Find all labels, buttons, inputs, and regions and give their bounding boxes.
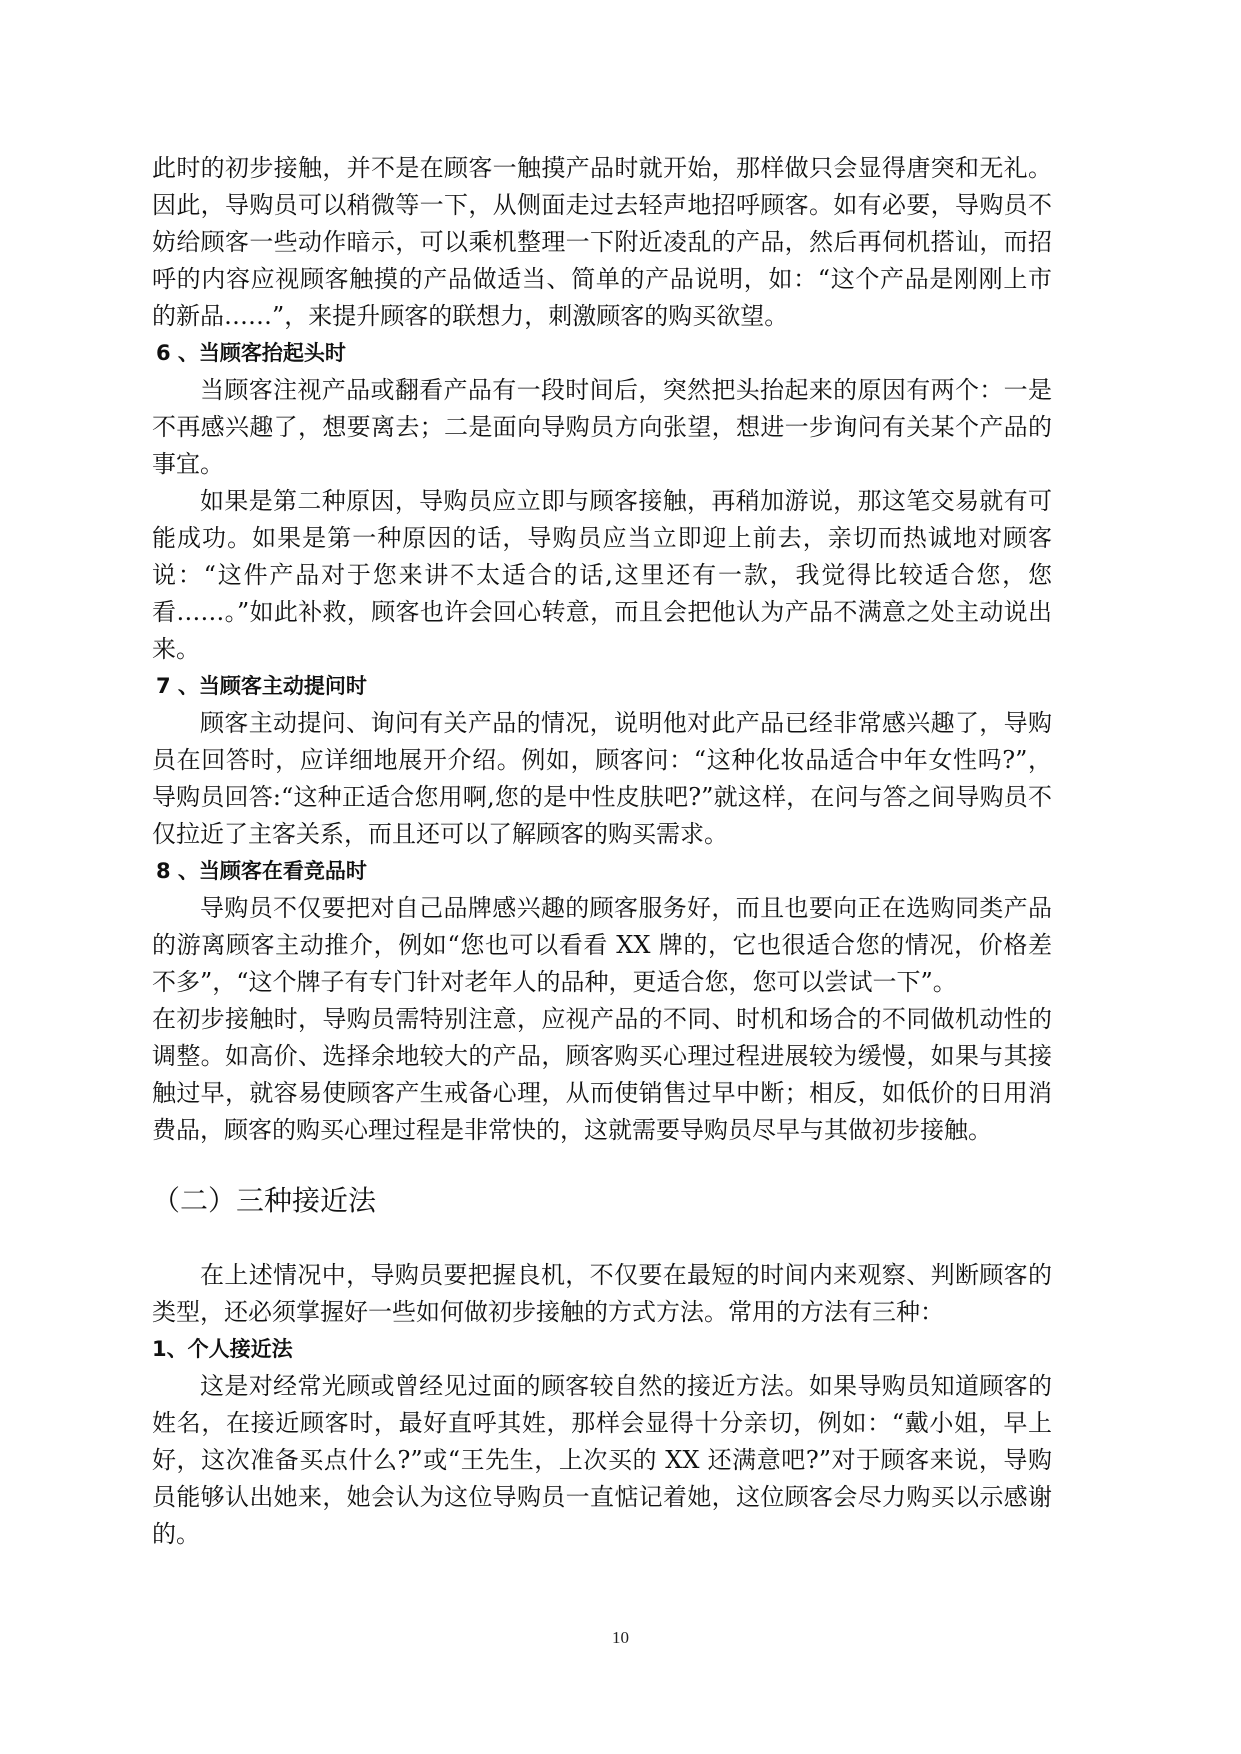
paragraph-6b: 如果是第二种原因，导购员应立即与顾客接触，再稍加游说，那这笔交易就有可能成功。如果是第一种原因的话，导购员应当立即迎上前去，亲切而热诚地对顾客说：“这件产品对于您来讲不太适合的话,这里还有一款，我觉得比较适合您，您看……。”如此补救，顾客也许会回心转意，而且会把他认为产品不满意之处主动说出来。 [152,487,1052,663]
heading-personal-approach: 1、个人接近法 [152,1337,293,1361]
paragraph-intro: 此时的初步接触，并不是在顾客一触摸产品时就开始，那样做只会显得唐突和无礼。因此，导购员可以稍微等一下，从侧面走过去轻声地招呼顾客。如有必要，导购员不妨给顾客一些动作暗示，可以乘机整理一下附近凌乱的产品，然后再伺机搭讪，而招呼的内容应视顾客触摸的产品做适当、简单的产品说明，如：“这个产品是刚刚上市的新品……”，来提升顾客的联想力，刺激顾客的购买欲望。 [152,154,1052,330]
paragraph-section2: 在上述情况中，导购员要把握良机，不仅要在最短的时间内来观察、判断顾客的类型，还必须掌握好一些如何做初步接触的方式方法。常用的方法有三种： [152,1261,1052,1326]
section-heading: （二）三种接近法 [152,1184,377,1217]
document-body [152,150,1052,1553]
paragraph-7: 顾客主动提问、询问有关产品的情况，说明他对此产品已经非常感兴趣了，导购员在回答时，应详细地展开介绍。例如，顾客问：“这种化妆品适合中年女性吗?”，导购员回答:“这种正适合您用啊,您的是中性皮肤吧?”就这样，在问与答之间导购员不仅拉近了主客关系，而且还可以了解顾客的购买需求。 [152,709,1052,848]
paragraph-summary: 在初步接触时，导购员需特别注意，应视产品的不同、时机和场合的不同做机动性的调整。如高价、选择余地较大的产品，顾客购买心理过程进展较为缓慢，如果与其接触过早，就容易使顾客产生戒备心理，从而使销售过早中断；相反，如低价的日用消费品，顾客的购买心理过程是非常快的，这就需要导购员尽早与其做初步接触。 [152,1005,1052,1144]
heading-6: 6 、当顾客抬起头时 [156,341,346,365]
paragraph-6a: 当顾客注视产品或翻看产品有一段时间后，突然把头抬起来的原因有两个：一是不再感兴趣了，想要离去；二是面向导购员方向张望，想进一步询问有关某个产品的事宜。 [152,376,1052,478]
page-number: 10 [612,1628,629,1647]
paragraph-personal-approach: 这是对经常光顾或曾经见过面的顾客较自然的接近方法。如果导购员知道顾客的姓名，在接近顾客时，最好直呼其姓，那样会显得十分亲切，例如：“戴小姐，早上好，这次准备买点什么?”或“王先生，上次买的 XX 还满意吧?”对于顾客来说，导购员能够认出她来，她会认为这位导购员一直惦记着她，这位顾客会尽力购买以示感谢的。 [152,1372,1052,1548]
heading-7: 7 、当顾客主动提问时 [156,674,367,698]
heading-8: 8 、当顾客在看竞品时 [156,859,367,883]
paragraph-8: 导购员不仅要把对自己品牌感兴趣的顾客服务好，而且也要向正在选购同类产品的游离顾客主动推介，例如“您也可以看看 XX 牌的，它也很适合您的情况，价格差不多”，“这个牌子有专门针对老年人的品种，更适合您，您可以尝试一下”。 [152,894,1052,996]
